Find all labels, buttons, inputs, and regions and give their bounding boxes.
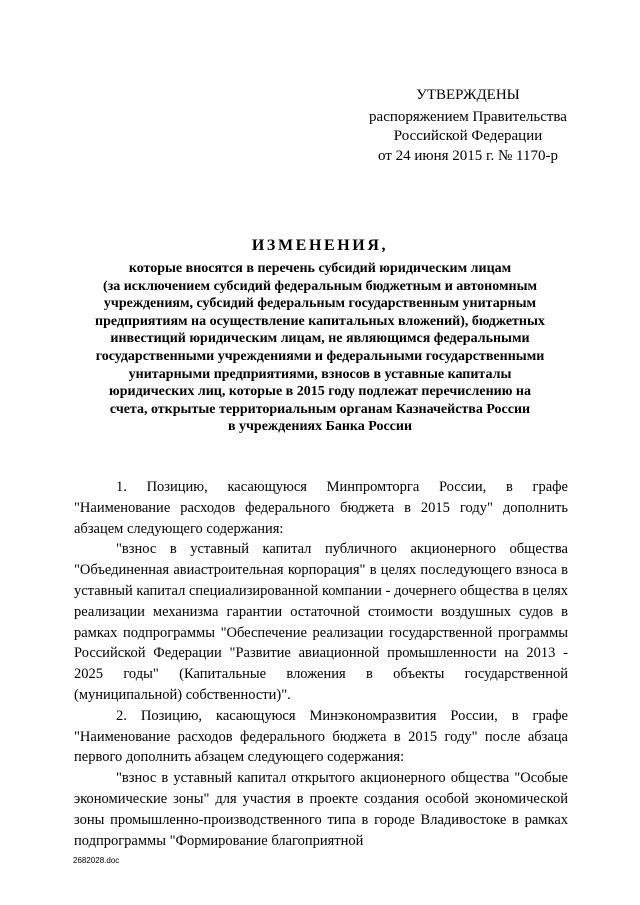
document-title: ИЗМЕНЕНИЯ,: [251, 237, 389, 254]
document-subtitle: [70, 260, 570, 436]
subtitle-line: которые вносятся в перечень субсидий юридическим лицам: [128, 261, 512, 276]
subtitle-line: предприятиям на осуществление капитальных вложений), бюджетных: [95, 313, 545, 329]
subtitle-line: счета, открытые территориальным органам Казначейства России: [109, 401, 531, 417]
subtitle-line: унитарными предприятиями, взносов в уставные капиталы: [128, 366, 512, 382]
paragraph-1: 1. Позицию, касающуюся Минпромторга России, в графе "Наименование расходов федерального бюджета в 2015 году" дополнить абзацем следующего содержания:: [74, 479, 568, 537]
document-body: [74, 477, 568, 851]
subtitle-line: в учреждениях Банка России: [227, 419, 413, 435]
approval-stamp: [350, 86, 586, 166]
subtitle-line: государственными учреждениями и федеральными государственными: [95, 348, 545, 364]
subtitle-line: учреждениям, субсидий федеральным государственным унитарным: [103, 296, 537, 312]
paragraph-3: 2. Позицию, касающуюся Минэкономразвития России, в графе "Наименование расходов федерального бюджета в 2015 году" после абзаца первого дополнить абзацем следующего содержания:: [74, 707, 568, 766]
document-heading: [70, 236, 570, 436]
approval-line-2: Российской Федерации: [393, 128, 543, 144]
paragraph-4: "взнос в уставный капитал открытого акционерного общества "Особые экономические зоны" для участия в проекте создания особой экономической зоны промышленно-производственного типа в городе Владивостоке в рамках подпрограммы "Формирование благоприятной: [74, 770, 568, 849]
approval-line-3: от 24 июня 2015 г. № 1170-р: [378, 147, 558, 164]
file-name-footer: 2682028.doc: [73, 856, 120, 865]
approval-line-1: распоряжением Правительства: [369, 108, 567, 125]
subtitle-line: инвестиций юридическим лицам, не являющимся федеральными: [110, 331, 530, 347]
approval-title: УТВЕРЖДЕНЫ: [416, 87, 520, 103]
paragraph-2: "взнос в уставный капитал публичного акционерного общества "Объединенная авиастроительная корпорация" в целях последующего взноса в уставный капитал специализированной компании - дочернего общества в целях реализации механизма гарантии остаточной стоимости воздушных судов в рамках подпрограммы "Обеспечение реализации государственной программы Российской Федерации "Развитие авиационной промышленности на 2013 - 2025 годы" (Капитальные вложения в объекты государственной (муниципальной) собственности)".: [74, 541, 568, 703]
subtitle-line: (за исключением субсидий федеральным бюджетным и автономным: [102, 278, 538, 294]
subtitle-line: юридических лиц, которые в 2015 году подлежат перечислению на: [109, 384, 531, 400]
